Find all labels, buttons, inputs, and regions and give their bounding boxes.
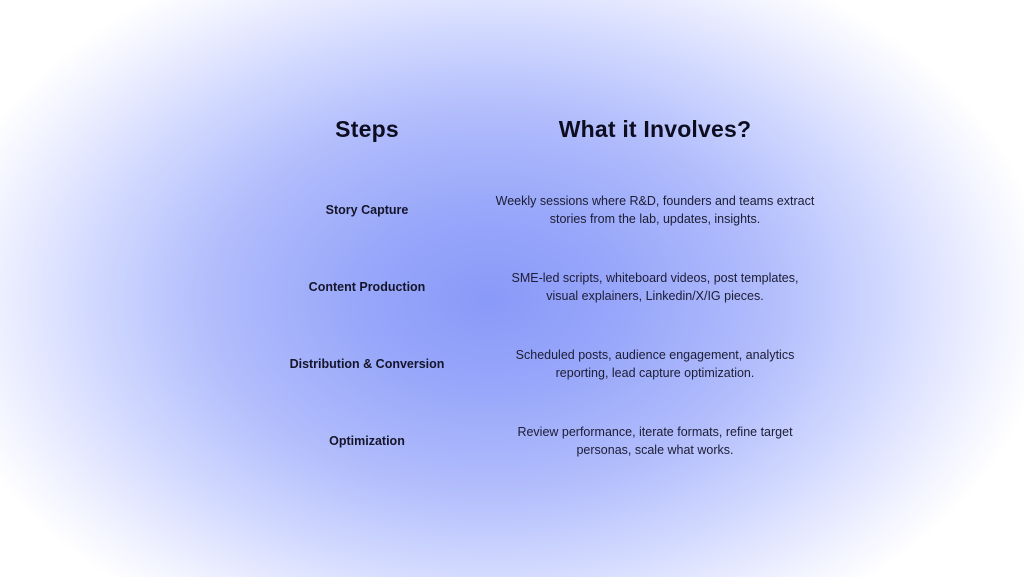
step-label: Story Capture <box>325 203 409 217</box>
step-description: Scheduled posts, audience engagement, analytics reporting, lead capture optimization. <box>515 348 795 380</box>
step-row <box>0 267 1024 307</box>
step-row <box>0 421 1024 461</box>
step-row <box>0 190 1024 230</box>
step-label: Content Production <box>308 280 426 294</box>
step-description: Weekly sessions where R&D, founders and teams extract stories from the lab, updates, insights. <box>495 194 815 226</box>
step-row <box>0 344 1024 384</box>
involves-column-header: What it Involves? <box>558 116 752 142</box>
step-label: Distribution & Conversion <box>289 357 445 371</box>
step-label: Optimization <box>329 434 405 448</box>
step-description: SME-led scripts, whiteboard videos, post templates, visual explainers, Linkedin/X/IG pieces. <box>511 271 799 303</box>
steps-column-header: Steps <box>335 116 399 142</box>
step-description: Review performance, iterate formats, refine target personas, scale what works. <box>517 425 793 457</box>
